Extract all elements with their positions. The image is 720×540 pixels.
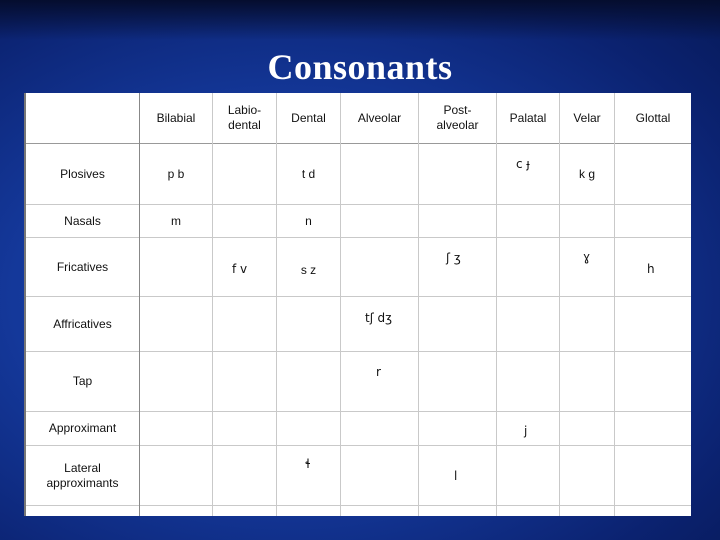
column-header-dental: Dental [291, 110, 326, 125]
plosives-velar: k g [578, 166, 595, 181]
column-header-bilabial: Bilabial [156, 110, 196, 125]
lateral-approximants-postalveolar: l [454, 469, 458, 483]
row-label-nasals: Nasals [64, 213, 101, 228]
approximant-palatal: j [524, 424, 528, 438]
row-divider [24, 505, 691, 506]
fricatives-labiodental: f v [232, 262, 248, 276]
row-label-plosives: Plosives [60, 166, 105, 181]
nasals-dental: n [305, 213, 312, 228]
column-divider [614, 93, 615, 516]
row-label-fricatives: Fricatives [56, 259, 109, 274]
nasals-bilabial: m [171, 213, 181, 228]
column-divider [496, 93, 497, 516]
column-header-velar: Velar [573, 110, 601, 125]
column-divider [418, 93, 419, 516]
row-label-lateral-approximants: Lateral approximants [46, 460, 119, 490]
column-header-postalveolar: Post- alveolar [436, 103, 479, 132]
row-label-approximant: Approximant [48, 421, 117, 435]
column-header-alveolar: Alveolar [357, 110, 402, 125]
row-label-tap: Tap [72, 374, 93, 388]
column-divider [340, 93, 341, 516]
plosives-dental: t d [301, 166, 316, 181]
row-label-affricatives: Affricatives [53, 316, 112, 331]
column-header-glottal: Glottal [635, 110, 671, 125]
slide-title: Consonants [267, 47, 453, 87]
lateral-approximants-dental: ɬ [305, 457, 311, 471]
column-divider [212, 93, 213, 516]
plosives-palatal: c ɟ [516, 157, 530, 171]
column-header-labiodental: Labio- dental [227, 103, 262, 132]
fricatives-postalveolar: ʃ ʒ [446, 251, 461, 265]
plosives-bilabial: p b [167, 166, 185, 181]
affricatives-alveolar: tʃ dʒ [365, 311, 393, 325]
fricatives-dental: s z [300, 262, 317, 277]
fricatives-glottal: h [647, 262, 655, 276]
consonant-table [24, 93, 691, 516]
top-dark-band [0, 0, 720, 40]
column-header-palatal: Palatal [509, 110, 547, 125]
tap-alveolar: r [376, 365, 381, 379]
fricatives-velar: ɣ [583, 250, 591, 264]
